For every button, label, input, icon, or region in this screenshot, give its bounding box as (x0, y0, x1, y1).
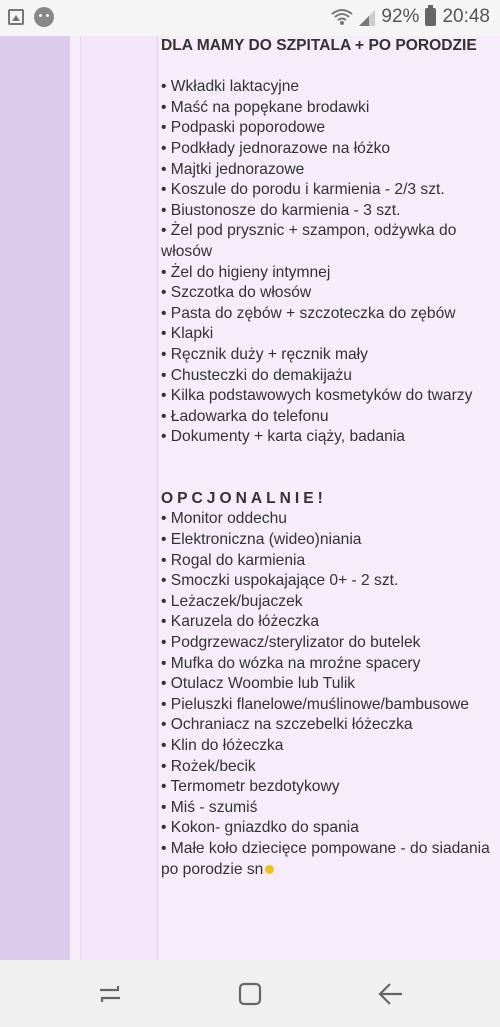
recent-apps-icon[interactable] (96, 980, 124, 1008)
optional-list (161, 509, 491, 880)
list-item: • Szczotka do włosów (161, 284, 312, 302)
list-item: • Karuzela do łóżeczka (161, 613, 320, 631)
list-item: • Żel pod prysznic + szampon, odżywka do włosów (161, 222, 457, 260)
list-item: • Pasta do zębów + szczoteczka do zębów (161, 304, 456, 322)
list-item: • Maść na popękane brodawki (161, 98, 370, 116)
section-heading-optional: OPCJONALNIE! (161, 489, 327, 507)
list-item: • Rogal do karmienia (161, 551, 306, 569)
list-item: • Monitor oddechu (161, 510, 287, 528)
list-item: • Kilka podstawowych kosmetyków do twarzy (161, 387, 473, 405)
list-item: • Termometr bezdotykowy (161, 778, 340, 796)
home-icon[interactable] (236, 980, 264, 1008)
list-item: • Majtki jednorazowe (161, 160, 305, 178)
list-item: • Leżaczek/bujaczek (161, 592, 303, 610)
list-item: • Dokumenty + karta ciąży, badania (161, 428, 405, 446)
list-item: • Ładowarka do telefonu (161, 407, 329, 425)
list-item: • Klapki (161, 325, 214, 343)
notebook-margin (80, 36, 158, 960)
left-margin-strip (0, 36, 70, 960)
battery-icon (425, 8, 436, 26)
checklist-text (161, 36, 491, 880)
list-item: • Ochraniacz na szczebelki łóżeczka (161, 716, 413, 734)
list-item: • Żel do higieny intymnej (161, 263, 331, 281)
smiley-emoji-icon (265, 865, 274, 874)
list-item: • Podpaski poporodowe (161, 119, 326, 137)
list-item: • Biustonosze do karmienia - 3 szt. (161, 201, 401, 219)
list-item: • Podgrzewacz/sterylizator do butelek (161, 634, 421, 652)
section-heading-hospital: DLA MAMY DO SZPITALA + PO PORODZIE (161, 37, 477, 54)
list-item: • Koszule do porodu i karmienia - 2/3 szt. (161, 181, 445, 199)
avatar-notification-icon (34, 7, 54, 27)
list-item: • Podkłady jednorazowe na łóżko (161, 139, 391, 157)
list-item: • Elektroniczna (wideo)niania (161, 531, 362, 549)
page-content[interactable] (0, 36, 500, 960)
list-item: • Kokon- gniazdko do spania (161, 819, 359, 837)
list-item: • Smoczki uspokajające 0+ - 2 szt. (161, 572, 399, 590)
list-item: • Wkładki laktacyjne (161, 78, 300, 96)
list-item: • Ręcznik duży + ręcznik mały (161, 345, 368, 363)
hospital-list (161, 77, 491, 448)
list-item: • Klin do łóżeczka (161, 737, 284, 754)
battery-percent: 92% (381, 6, 420, 27)
signal-icon (359, 8, 375, 26)
list-item: • Pieluszki flanelowe/muślinowe/bambusowe (161, 695, 469, 713)
list-item-last (161, 839, 491, 880)
gallery-icon (8, 9, 24, 25)
list-item: • Mufka do wózka na mroźne spacery (161, 654, 421, 672)
wifi-icon (331, 8, 353, 26)
back-icon[interactable] (376, 980, 404, 1008)
clock: 20:48 (442, 6, 490, 27)
list-item: • Rożek/becik (161, 757, 256, 775)
list-item-text: • Małe koło dziecięce pompowane - do siadania po porodzie sn (161, 839, 490, 878)
navigation-bar (0, 960, 500, 1027)
list-item: • Chusteczki do demakijażu (161, 366, 352, 384)
list-item: • Miś - szumiś (161, 798, 258, 816)
status-bar (0, 0, 500, 36)
list-item: • Otulacz Woombie lub Tulik (161, 675, 356, 693)
